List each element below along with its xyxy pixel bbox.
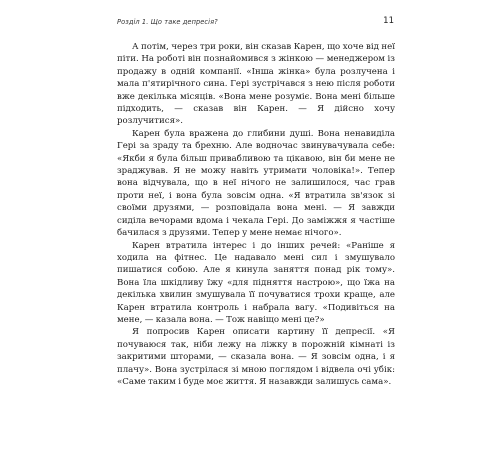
paragraph: Карен втратила інтерес і до інших речей: «Раніше я ходила на фітнес. Це надавало мені сил і змушувало пишатися собою. Але я кинула заняття понад рік тому». Вона їла шкідливу їжу «для підняття настрою», що їжа на декілька хвилин змушувала її почуватися трохи краще, але Карен втратила контроль і набрала вагу. «Подивіться на мене, — казала вона. — Тож навіщо мені це?» [117,240,395,325]
page-number: 11 [383,16,394,26]
paragraph: Я попросив Карен описати картину її депресії. «Я почуваюся так, ніби лежу на ліжку в порожній кімнаті із закритими шторами, — сказала вона. — Я зовсім одна, і я плачу». Вона зустрілася зі мною поглядом і відвела очі убік: «Саме таким і буде моє життя. Я назавжди залишусь сама». [117,327,395,387]
paragraph: Карен була вражена до глибини душі. Вона ненавиділа Гері за зраду та брехню. Але водночас звинувачувала себе: «Якби я була більш привабливою та цікавою, він би мене не зраджував. Я не можу навіть утримати чоловіка!». Тепер вона відчувала, що в неї нічого не залишилося, час грав проти неї, і вона була зовсім одна. «Я втратила зв'язок зі своїми друзями, — розповідала вона мені. — Я завжди сиділа вечорами вдома і чекала Гері. До заміжжя я частіше бачилася з друзями. Тепер у мене немає нічого». [117,128,395,239]
paragraph: А потім, через три роки, він сказав Карен, що хоче від неї піти. На роботі він познайомився з жінкою — менеджером із продажу в одній компанії. «Інша жінка» була розлучена і мала п'ятирічного сина. Гері зустрічався з нею після роботи вже декілька місяців. «Вона мене розуміє. Вона мені більше підходить, — сказав він Карен. — Я дійсно хочу розлучитися». [117,42,395,127]
running-header: Розділ 1. Що таке депресія? [117,18,218,26]
body-text [117,41,395,388]
